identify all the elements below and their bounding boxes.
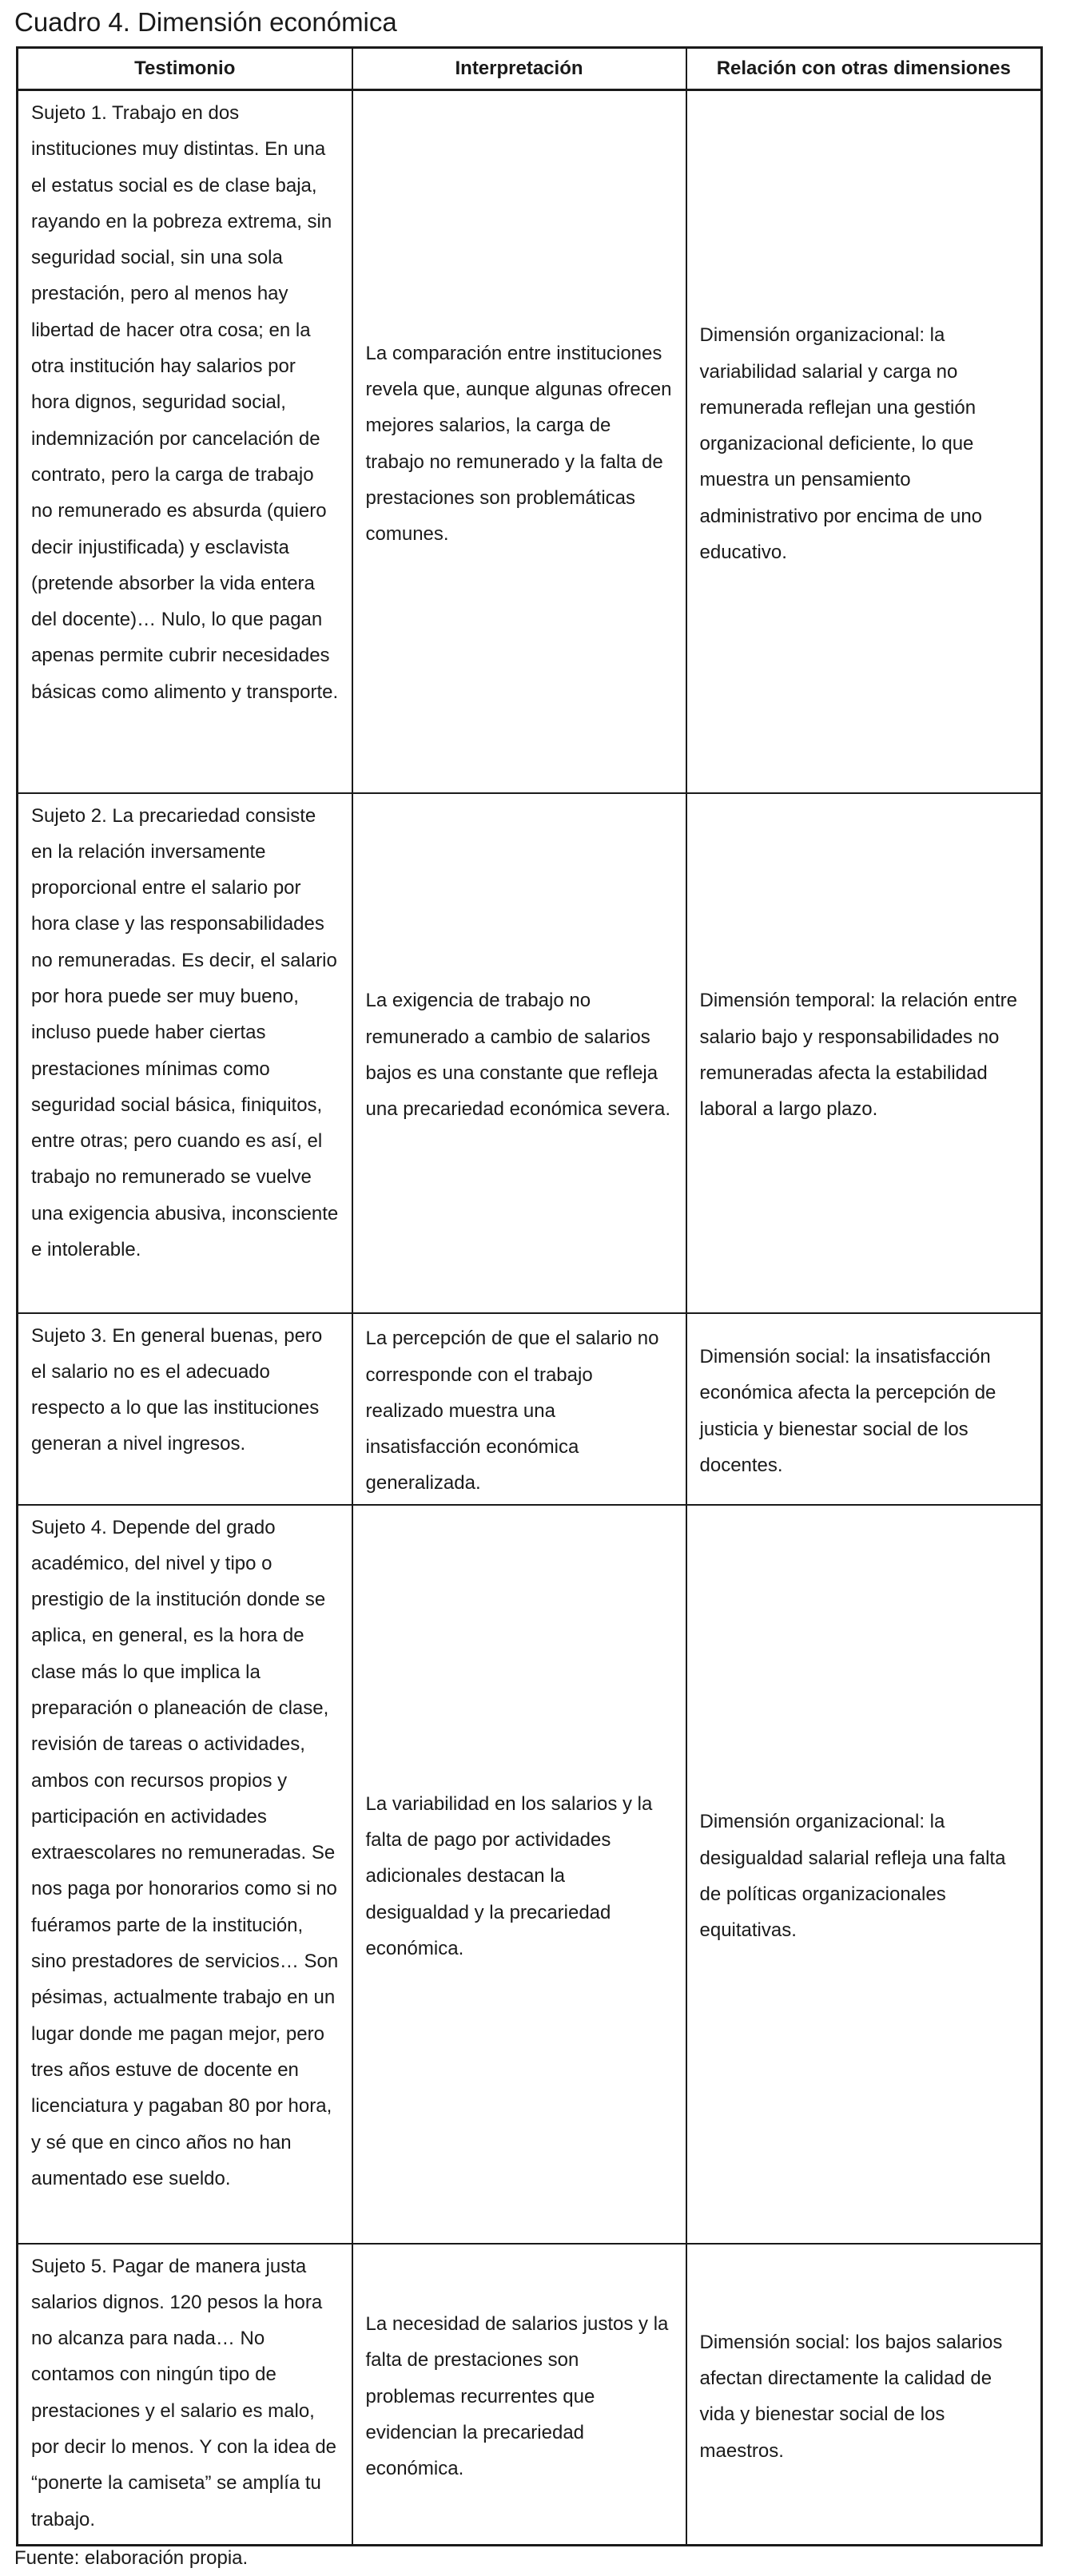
table-row	[18, 1505, 1042, 2244]
testimony-cell: Sujeto 4. Depende del grado académico, del nivel y tipo o prestigio de la institución donde se aplica, en general, es la hora de clase más lo que implica la preparación o planeación de clase, revisión de tareas o actividades, ambos con recursos propios y participación en actividades extraescolares no remuneradas. Se nos paga por honorarios como si no fuéramos parte de la institución, sino prestadores de servicios… Son pésimas, actualmente trabajo en un lugar donde me pagan mejor, pero tres años estuve de docente en licenciatura y pagaban 80 por hora, y sé que en cinco años no han aumentado ese sueldo.	[18, 1505, 352, 2244]
interpretation-cell: La exigencia de trabajo no remunerado a cambio de salarios bajos es una constante que refleja una precariedad económica severa.	[352, 793, 686, 1313]
header-interpretation: Interpretación	[352, 48, 686, 90]
table-row	[18, 2244, 1042, 2546]
interpretation-cell: La variabilidad en los salarios y la falta de pago por actividades adicionales destacan la desigualdad y la precariedad económica.	[352, 1505, 686, 2244]
source-note: Fuente: elaboración propia.	[14, 2547, 249, 2569]
interpretation-cell: La percepción de que el salario no corresponde con el trabajo realizado muestra una insatisfacción económica generalizada.	[352, 1313, 686, 1505]
relation-cell: Dimensión social: la insatisfacción económica afecta la percepción de justicia y bienestar social de los docentes.	[686, 1313, 1042, 1505]
table-caption: Cuadro 4. Dimensión económica	[14, 7, 397, 37]
table-row	[18, 793, 1042, 1313]
relation-cell: Dimensión social: los bajos salarios afectan directamente la calidad de vida y bienestar social de los maestros.	[686, 2244, 1042, 2546]
relation-cell: Dimensión organizacional: la desigualdad salarial refleja una falta de políticas organizacionales equitativas.	[686, 1505, 1042, 2244]
table-row	[18, 1313, 1042, 1505]
header-relation: Relación con otras dimensiones	[686, 48, 1042, 90]
relation-cell: Dimensión organizacional: la variabilidad salarial y carga no remunerada reflejan una gestión organizacional deficiente, lo que muestra un pensamiento administrativo por encima de uno educativo.	[686, 90, 1042, 793]
interpretation-cell: La comparación entre instituciones revela que, aunque algunas ofrecen mejores salarios, la carga de trabajo no remunerado y la falta de prestaciones son problemáticas comunes.	[352, 90, 686, 793]
interpretation-cell: La necesidad de salarios justos y la falta de prestaciones son problemas recurrentes que evidencian la precariedad económica.	[352, 2244, 686, 2546]
header-testimony: Testimonio	[18, 48, 352, 90]
testimony-cell: Sujeto 3. En general buenas, pero el salario no es el adecuado respecto a lo que las instituciones generan a nivel ingresos.	[18, 1313, 352, 1505]
economic-dimension-table	[16, 46, 1043, 2546]
testimony-cell: Sujeto 2. La precariedad consiste en la relación inversamente proporcional entre el salario por hora clase y las responsabilidades no remuneradas. Es decir, el salario por hora puede ser muy bueno, incluso puede haber ciertas prestaciones mínimas como seguridad social básica, finiquitos, entre otras; pero cuando es así, el trabajo no remunerado se vuelve una exigencia abusiva, inconsciente e intolerable.	[18, 793, 352, 1313]
relation-cell: Dimensión temporal: la relación entre salario bajo y responsabilidades no remuneradas afecta la estabilidad laboral a largo plazo.	[686, 793, 1042, 1313]
table-header-row	[18, 48, 1042, 90]
table-row	[18, 90, 1042, 793]
testimony-cell: Sujeto 5. Pagar de manera justa salarios dignos. 120 pesos la hora no alcanza para nada… No contamos con ningún tipo de prestaciones y el salario es malo, por decir lo menos. Y con la idea de “ponerte la camiseta” se amplía tu trabajo.	[18, 2244, 352, 2546]
testimony-cell: Sujeto 1. Trabajo en dos instituciones muy distintas. En una el estatus social es de clase baja, rayando en la pobreza extrema, sin seguridad social, sin una sola prestación, pero al menos hay libertad de hacer otra cosa; en la otra institución hay salarios por hora dignos, seguridad social, indemnización por cancelación de contrato, pero la carga de trabajo no remunerado es absurda (quiero decir injustificada) y esclavista (pretende absorber la vida entera del docente)… Nulo, lo que pagan apenas permite cubrir necesidades básicas como alimento y transporte.	[18, 90, 352, 793]
